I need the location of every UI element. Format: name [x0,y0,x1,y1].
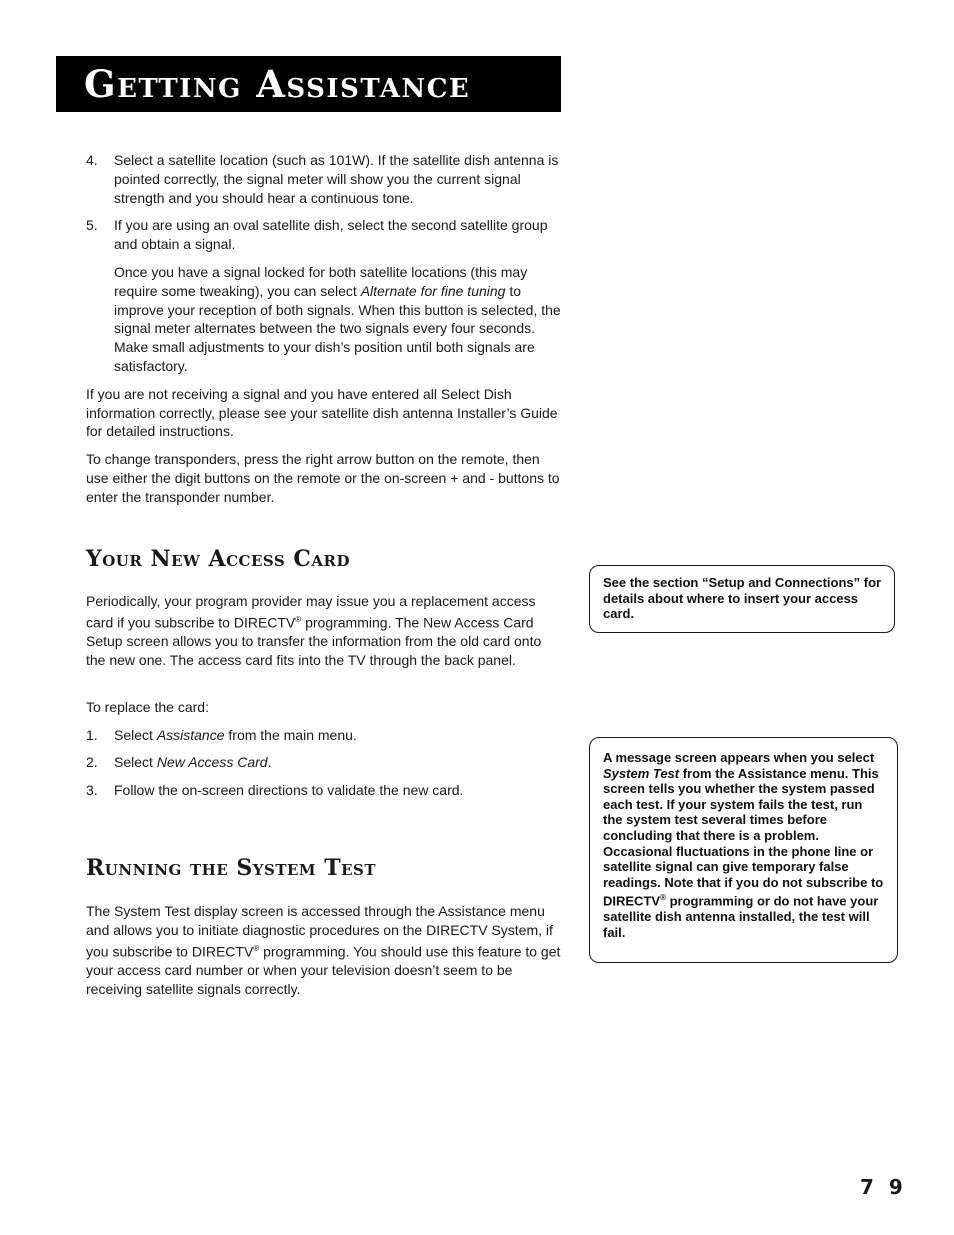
text-run: The System Test display screen is accessed through the Assistance menu and allows you to initiate diagnostic procedures on the DIRECTV System, if you subscribe to DIRECTV [86,903,553,960]
note-text: programming or do not have your satellite dish antenna installed, the test will fail. [603,893,879,940]
access-card-section [86,592,564,800]
step-text: Select a satellite location (such as 101W). If the satellite dish antenna is pointed correctly, the signal meter will show you the current signal strength and you should hear a continuous tone. [114,152,559,206]
text-run: Select [114,754,157,771]
page-title: Getting Assistance [84,62,471,106]
menu-option-name: Alternate for fine tuning [360,282,506,299]
menu-option-name: System Test [603,765,680,781]
text-run: programming. The New Access Card Setup screen allows you to transfer the information from the old card onto the new one. The access card fits into the TV through the back panel. [86,614,542,669]
system-test-note [589,737,898,963]
text-run: from the main menu. [224,726,357,743]
list-item [86,753,564,772]
step-text: If you are using an oval satellite dish, select the second satellite group and obtain a signal. [114,217,548,253]
access-card-note [589,565,895,633]
registered-mark: ® [660,893,666,903]
note-text: A message screen appears when you select [603,750,875,765]
registered-mark: ® [295,614,302,624]
system-test-heading: Running the System Test [86,855,376,881]
text-run: Follow the on-screen directions to validate the new card. [114,782,464,799]
list-item [86,216,564,254]
system-test-section [86,902,564,999]
list-item [86,781,564,800]
fine-tuning-paragraph [86,263,564,376]
menu-option-name: Assistance [156,726,225,743]
replace-intro: To replace the card: [86,698,209,715]
note-text: from the Assistance menu. This screen tells you whether the system passed each test. If your system fails the test, run the system test several times before concluding that there is a problem. Occasional fluctuations in the phone line or satellite signal can give temporary false readings. Note that if you do not subscribe to DIRECTV [603,765,884,909]
system-test-paragraph [86,902,564,999]
step-number: 2. [86,754,98,771]
step-number: 5. [86,217,98,234]
no-signal-paragraph: If you are not receiving a signal and you have entered all Select Dish information correctly, please see your satellite dish antenna Installer’s Guide for detailed instructions. [86,385,558,440]
registered-mark: ® [253,943,260,953]
step-number: 1. [86,726,98,743]
text-run: Periodically, your program provider may issue you a replacement access card if you subscribe to DIRECTV [86,593,536,631]
step-number: 3. [86,782,98,799]
list-item [86,151,564,207]
list-item [86,726,564,745]
title-banner [56,56,561,112]
access-card-intro [86,592,564,670]
text-run: Select [114,726,157,743]
page-number: 7 9 [860,1175,907,1199]
access-card-heading: Your New Access Card [86,546,351,572]
text-run: Once you have a signal locked for both satellite locations (this may require some tweaking), you can select [114,263,528,299]
text-run: . [267,754,272,771]
step-number: 4. [86,152,98,168]
menu-option-name: New Access Card [156,754,268,771]
text-run: to improve your reception of both signals. When this button is selected, the signal meter alternates between the two signals every four seconds. Make small adjustments to your dish’s position until both signals are satisfactory. [114,282,561,374]
note-text: See the section “Setup and Connections” for details about where to insert your access card. [603,575,882,622]
transponder-paragraph: To change transponders, press the right arrow button on the remote, then use either the digit buttons on the remote or the on-screen + and - buttons to enter the transponder number. [86,451,560,505]
text-run: programming. You should use this feature to get your access card number or when your television doesn’t seem to be receiving satellite signals correctly. [86,943,561,997]
dish-pointing-section [86,151,564,507]
